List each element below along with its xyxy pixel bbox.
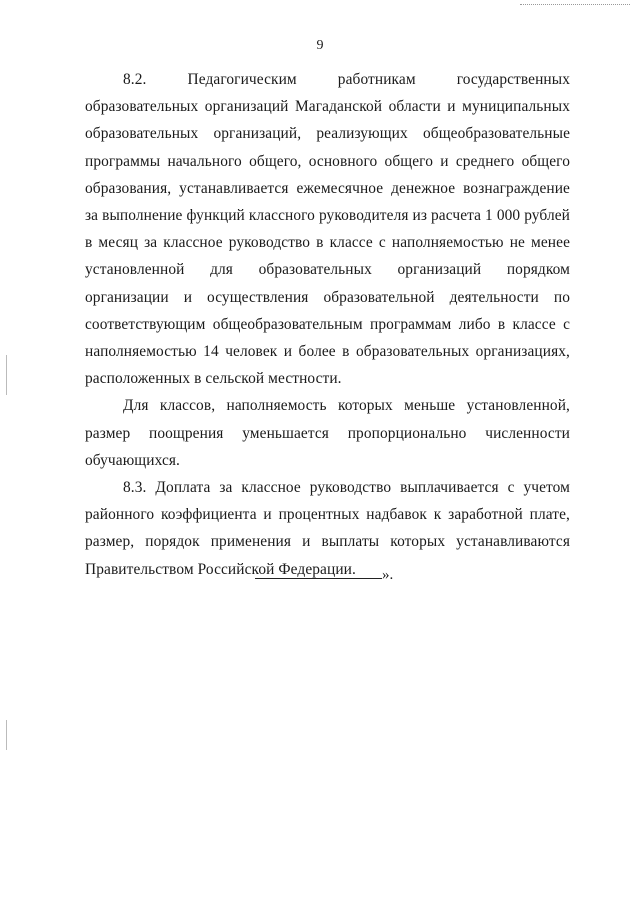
closing-underline bbox=[255, 566, 382, 579]
document-body bbox=[85, 66, 570, 583]
paragraph-8-3: 8.3. Доплата за классное руководство выплачивается с учетом районного коэффициента и процентных надбавок к заработной плате, размер, порядок применения и выплаты которых устанавливаются Правительством Российской Федерации. bbox=[85, 479, 570, 578]
scan-margin-mark bbox=[6, 355, 7, 395]
paragraph-8-2-note: Для классов, наполняемость которых меньше установленной, размер поощрения уменьшается пропорционально численности обучающихся. bbox=[85, 397, 570, 469]
page-number: 9 bbox=[316, 38, 324, 53]
scan-edge-mark bbox=[520, 4, 630, 5]
scan-margin-mark bbox=[6, 720, 7, 750]
closing-quote-mark: ». bbox=[382, 567, 394, 583]
closing-line bbox=[255, 566, 393, 584]
paragraph-8-2: 8.2. Педагогическим работникам государственных образовательных организаций Магаданской области и муниципальных образовательных организаций, реализующих общеобразовательные программы начального общего, основного общего и среднего общего образования, устанавливается ежемесячное денежное вознаграждение за выполнение функций классного руководителя из расчета 1 000 рублей в месяц за классное руководство в классе с наполняемостью не менее установленной для образовательных организаций порядком организации и осуществления образовательной деятельности по соответствующим общеобразовательным программам либо в классе с наполняемостью 14 человек и более в образовательных организациях, расположенных в сельской местности. bbox=[85, 71, 570, 388]
